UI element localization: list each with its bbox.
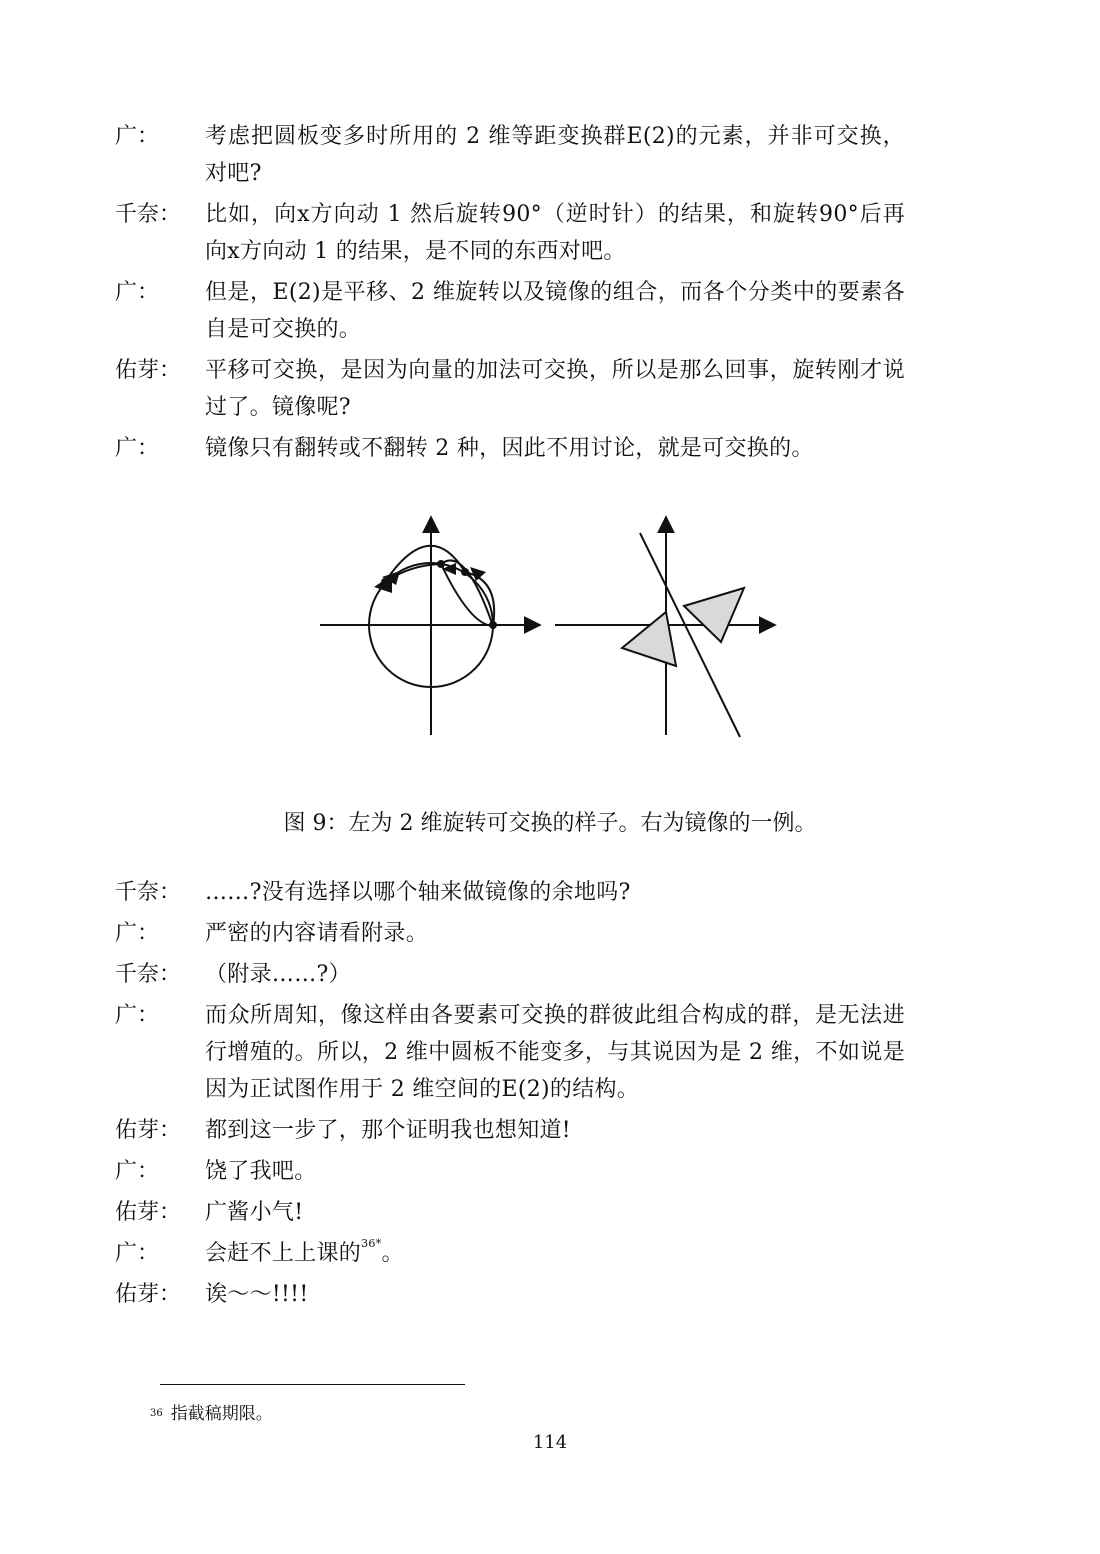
dialogue-bottom: [115, 874, 905, 1317]
utterance: 比如，向x方向动 1 然后旋转90°（逆时针）的结果，和旋转90°后再向x方向动 1 的结果，是不同的东西对吧。: [205, 202, 905, 264]
footnote-divider: [160, 1384, 465, 1385]
footnote-mark[interactable]: 36*: [361, 1237, 382, 1250]
utterance: 严密的内容请看附录。: [205, 921, 429, 946]
figure-9: [310, 505, 790, 745]
utterance: ……?没有选择以哪个轴来做镜像的余地吗?: [205, 880, 631, 905]
utterance-with-footnote: [205, 1235, 905, 1272]
point: [437, 560, 445, 568]
utterance: 饶了我吧。: [205, 1159, 317, 1184]
dialogue-line: [115, 915, 905, 952]
utterance-tail: 。: [381, 1241, 404, 1266]
utterance: 诶～～!!!!: [205, 1282, 309, 1307]
point: [381, 578, 389, 586]
speaker: 佑芽：: [115, 1200, 182, 1225]
footnote: [150, 1402, 273, 1426]
dialogue-line: [115, 874, 905, 911]
utterance: 会赶不上上课的: [205, 1241, 362, 1266]
dialogue-top: [115, 118, 905, 471]
speaker: 佑芽：: [115, 358, 182, 383]
dialogue-line: [115, 196, 905, 270]
speaker: 佑芽：: [115, 1118, 182, 1143]
speaker: 广：: [115, 1159, 160, 1184]
dialogue-line: [115, 430, 905, 467]
speaker: 佑芽：: [115, 1282, 182, 1307]
utterance: 广酱小气!: [205, 1200, 304, 1225]
speaker: 广：: [115, 1241, 160, 1266]
utterance: 都到这一步了，那个证明我也想知道!: [205, 1118, 571, 1143]
reflection-diagram: [555, 517, 775, 737]
dialogue-line: [115, 118, 905, 192]
utterance: 平移可交换，是因为向量的加法可交换，所以是那么回事，旋转刚才说过了。镜像呢?: [205, 358, 905, 420]
dialogue-line: [115, 274, 905, 348]
footnote-number: 36: [150, 1408, 163, 1419]
speaker: 广：: [115, 436, 160, 461]
triangle-original: [622, 612, 676, 666]
dialogue-line: [115, 1112, 905, 1149]
speaker: 广：: [115, 1003, 160, 1028]
point: [489, 621, 497, 629]
dialogue-line: [115, 997, 905, 1108]
utterance: （附录……?）: [205, 962, 351, 987]
dialogue-line: [115, 1276, 905, 1313]
dialogue-line: [115, 1153, 905, 1190]
dialogue-line: [115, 352, 905, 426]
page-number: 114: [532, 1432, 568, 1453]
speaker: 广：: [115, 921, 160, 946]
utterance: 考虑把圆板变多时所用的 2 维等距变换群E(2)的元素，并非可交换，对吧?: [205, 124, 905, 186]
speaker: 千奈：: [115, 202, 182, 227]
rotation-diagram: [320, 517, 540, 735]
speaker: 广：: [115, 280, 160, 305]
dialogue-line: [115, 956, 905, 993]
utterance: 而众所周知，像这样由各要素可交换的群彼此组合构成的群，是无法进行增殖的。所以，2 维中圆板不能变多，与其说因为是 2 维，不如说是因为正试图作用于 2 维空间的E(2)的结构。: [205, 1003, 905, 1102]
dialogue-line: [115, 1194, 905, 1231]
speaker: 千奈：: [115, 880, 182, 905]
point: [461, 568, 469, 576]
footnote-text: 指截稿期限。: [170, 1404, 273, 1424]
utterance: 但是，E(2)是平移、2 维旋转以及镜像的组合，而各个分类中的要素各自是可交换的。: [205, 280, 905, 342]
speaker: 广：: [115, 124, 160, 149]
utterance: 镜像只有翻转或不翻转 2 种，因此不用讨论，就是可交换的。: [205, 436, 814, 461]
speaker: 千奈：: [115, 962, 182, 987]
triangle-reflected: [684, 588, 744, 642]
dialogue-line: [115, 1235, 905, 1272]
figure-caption: 图 9：左为 2 维旋转可交换的样子。右为镜像的一例。: [283, 811, 817, 836]
